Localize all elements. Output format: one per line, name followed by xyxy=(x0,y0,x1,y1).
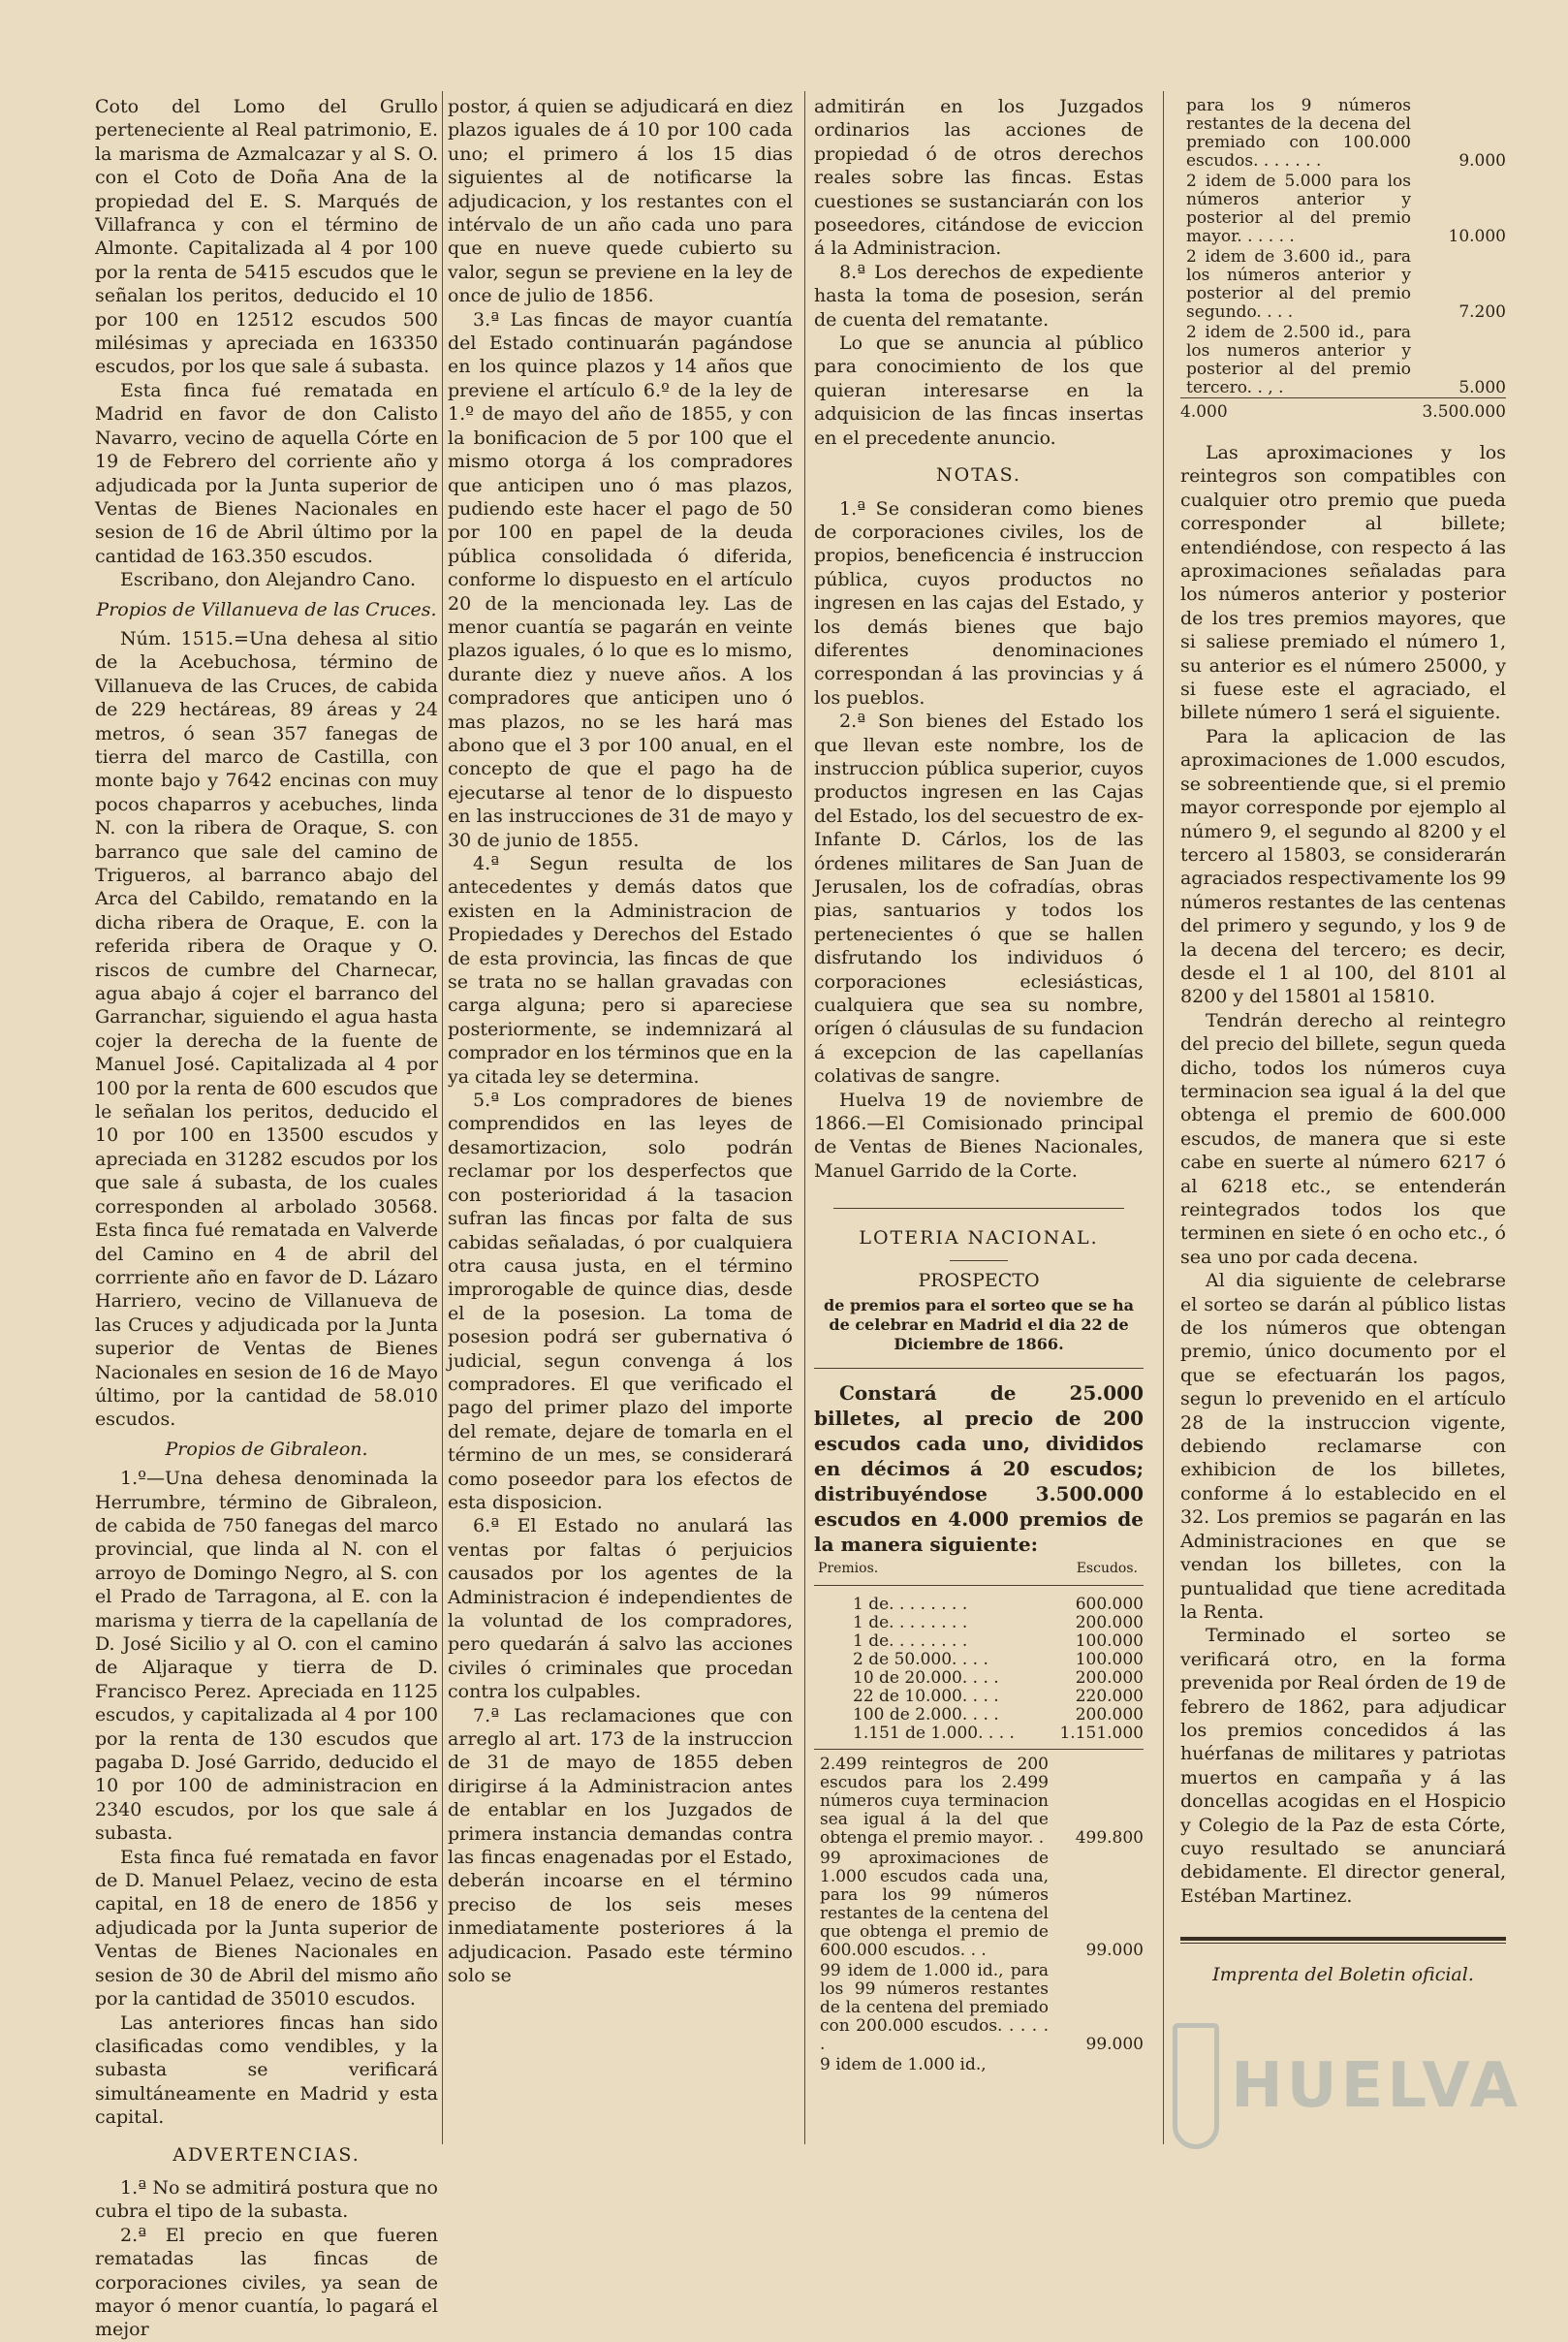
notas-heading: NOTAS. xyxy=(936,464,1021,487)
prize-row: 1 de. . . . . . . . 600.000 xyxy=(853,1594,1144,1614)
paragraph: Al dia siguiente de celebrarse el sorteo se darán al público listas de los números que obtengan premio, único documento por el que se efectuarán los pagos, segun lo prevenido en el artículo 28 de la instruccion vigente, debiendo reclamarse con exhibicion de los billetes, conforme á lo establecido en el 32. Los premios se pagarán en las Administraciones en que se vendan los billetes, con la puntualidad que tiene acreditada la Renta. xyxy=(1180,1270,1506,1623)
prize-row: 2 idem de 5.000 para los números anterior y posterior al del premio mayor. . . . . . 10.000 xyxy=(1186,172,1506,246)
paragraph: Para la aplicacion de las aproximaciones de 1.000 escudos, se sobreentiende que, si el premio mayor corresponde por ejemplo al número 9, el segundo al 8200 y el tercero al 15803, se considerarán agraciados respectivamente los 99 números restantes de las centenas del primero y segundo, y los 9 de la decena del tercero; es decir, desde el 1 al 100, del 8101 al 8200 y del 15801 al 15810. xyxy=(1180,725,1506,1008)
separator-rule xyxy=(950,1260,1008,1261)
prize-row: 99 idem de 1.000 id., para los 99 números restantes de la centena del premiado con 200.000 escudos. . . . . . 99.000 xyxy=(820,1960,1144,2054)
prize-row: 2 idem de 3.600 id., para los números anterior y posterior al del premio segundo. . . . 7.200 xyxy=(1186,247,1506,322)
loteria-heading: LOTERIA NACIONAL. xyxy=(859,1227,1099,1250)
total-amount: 3.500.000 xyxy=(1422,402,1506,422)
paragraph: Las anteriores fincas han sido clasificadas como vendibles, y la subasta se verificará simultáneamente en Madrid y esta capital. xyxy=(95,2011,438,2129)
watermark-text: HUELVA xyxy=(1231,2050,1521,2122)
shield-icon xyxy=(1173,2023,1219,2149)
paragraph: 2.ª El precio en que fueren rematadas las fincas de corporaciones civiles, ya sean de mayor ó menor cuantía, lo pagará el mejor xyxy=(95,2224,438,2341)
prize-row: 1.151 de 1.000. . . . 1.151.000 xyxy=(853,1723,1144,1743)
prize-row: 9 idem de 1.000 id., xyxy=(820,2054,987,2074)
closing-rule xyxy=(1180,1943,1506,1944)
column-divider xyxy=(804,91,805,2144)
column-divider xyxy=(1163,91,1164,2144)
prize-row: 2 idem de 2.500 id., para los numeros anterior y posterior al del premio tercero. . , . 5.000 xyxy=(1186,323,1506,397)
prospecto-intro: Constará de 25.000 billetes, al precio de 200 escudos cada uno, divididos en décimos á 20 escudos; distribuyéndose 3.500.000 escudos en 4.000 premios de la manera siguiente: xyxy=(814,1381,1144,1557)
prize-row: 2 de 50.000. . . . 100.000 xyxy=(853,1649,1144,1669)
column-4 xyxy=(1180,95,1506,2140)
paragraph: Esta finca fué rematada en favor de D. Manuel Pelaez, vecino de esta capital, en 18 de enero de 1856 y adjudicada por la Junta superior de Ventas de Bienes Nacionales en sesion de 30 de Abril del mismo año por la cantidad de 35010 escudos. xyxy=(95,1846,438,2010)
paragraph: Terminado el sorteo se verificará otro, en la forma prevenida por Real órden de 19 de febrero de 1862, para adjudicar los premios concedidos á las huérfanas de militares y patriotas muertos en campaña y á las doncellas acogidas en el Hospicio y Colegio de la Paz de esta Córte, cuyo resultado se anunciará debidamente. El director general, Estéban Martinez. xyxy=(1180,1625,1506,1907)
prize-row: 1 de. . . . . . . . 200.000 xyxy=(853,1612,1144,1632)
paragraph: 6.ª El Estado no anulará las ventas por faltas ó perjuicios causados por los agentes de la Administracion é independientes de la voluntad de los compradores, pero quedarán á salvo las acciones civiles ó criminales que procedan contra los culpables. xyxy=(448,1515,793,1703)
paragraph: 5.ª Los compradores de bienes comprendidos en las leyes de desamortizacion, solo podrán reclamar por los desperfectos que con posterioridad á la tasacion sufran las fincas por falta de sus cabidas señaladas, ó por cualquiera otra causa justa, en el término improrogable de quince dias, desde el de la posesion. La toma de posesion podrá ser gubernativa ó judicial, segun convenga á los compradores. El que verificado el pago del primer plazo del importe del remate, dejare de tomarla en el término de un mes, se considerará como poseedor para los efectos de esta disposicion. xyxy=(448,1090,793,1513)
prize-table-header xyxy=(814,1557,1144,1585)
total-count: 4.000 xyxy=(1180,402,1228,422)
paragraph: 4.ª Segun resulta de los antecedentes y demás datos que existen en la Administracion de Propiedades y Derechos del Estado de esta provincia, las fincas de que se trata no se hallan gravadas con carga alguna; pero si apareciese posteriormente, se indemnizará al comprador en los términos que en la ya citada ley se determina. xyxy=(448,853,793,1088)
paragraph: 2.ª Son bienes del Estado los que llevan este nombre, los de instruccion pública superior, cuyos productos ingresen en las Cajas del Estado, los del secuestro de ex-Infante D. Cárlos, los de las órdenes militares de San Juan de Jerusalen, los de cofradías, obras pias, santuarios y todos los pertenecientes ó que se hallen disfrutando los individuos ó corporaciones eclesiásticas, cualquiera que sea su nombre, orígen ó cláusulas de su fundacion á excepcion de las capellanías colativas de sangre. xyxy=(814,711,1144,1088)
column-2 xyxy=(448,95,793,2140)
separator-rule xyxy=(833,1208,1124,1209)
separator-rule xyxy=(814,1368,1144,1369)
escudos-column-header: Escudos. xyxy=(1076,1561,1138,1577)
imprint-line: Imprenta del Boletin oficial. xyxy=(1212,1964,1474,1986)
advertencias-heading: ADVERTENCIAS. xyxy=(172,2143,361,2166)
paragraph: 1.ª No se admitirá postura que no cubra el tipo de la subasta. xyxy=(95,2176,438,2223)
paragraph: 7.ª Las reclamaciones que con arreglo al art. 173 de la instruccion de 31 de mayo de 1855 deben dirigirse á la Administracion antes de entablar en los Juzgados de primera instancia demandas contra las fincas enagenadas por el Estado, deberán incoarse en el término preciso de los seis meses inmediatamente posteriores á la adjudicacion. Pasado este término solo se xyxy=(448,1704,793,1987)
section-heading: Propios de Gibraleon. xyxy=(165,1438,368,1460)
paragraph: 8.ª Los derechos de expediente hasta la toma de posesion, serán de cuenta del rematante. xyxy=(814,261,1144,331)
prize-totals xyxy=(1180,397,1506,422)
prospecto-heading: PROSPECTO xyxy=(918,1269,1040,1291)
prize-row: 99 aproximaciones de 1.000 escudos cada una, para los 99 números restantes de la centena del que obtenga el premio de 600.000 escudos. . . 99.000 xyxy=(820,1848,1144,1960)
premios-column-header: Premios. xyxy=(818,1561,879,1577)
paragraph: 1.º—Una dehesa denominada la Herrumbre, término de Gibraleon, de cabida de 750 fanegas del marco provincial, que linda al N. con el arroyo de Domingo Negro, al S. con el Prado de Tarragona, al E. con la marisma y tierra de la capellanía de D. José Sicilio y al O. con el camino de Aljaraque y tierra de D. Francisco Perez. Apreciada en 1125 escudos, y capitalizada al 4 por 100 por la renta de 130 escudos que pagaba D. José Garrido, deducido el 10 por 100 de administracion en 2340 escudos, por los que sale á subasta. xyxy=(95,1468,438,1845)
paragraph: Coto del Lomo del Grullo perteneciente al Real patrimonio, E. la marisma de Azmalcazar y al S. O. con el Coto de Doña Ana de la propiedad del E. S. Marqués de Villafranca y con el término de Almonte. Capitalizada al 4 por 100 por la renta de 5415 escudos que le señalan los peritos, deducido el 10 por 100 en 12512 escudos 500 milésimas y apreciada en 163350 escudos, por los que sale á subasta. xyxy=(95,96,438,378)
prize-row: 2.499 reintegros de 200 escudos para los 2.499 números cuya terminacion sea igual á la del que obtenga el premio mayor. . 499.800 xyxy=(820,1754,1144,1848)
paragraph: Escribano, don Alejandro Cano. xyxy=(120,569,417,591)
column-1 xyxy=(95,95,438,2341)
prospecto-subtitle: de premios para el sorteo que se ha de celebrar en Madrid el dia 22 de Diciembre de 1866. xyxy=(824,1296,1134,1354)
column-3 xyxy=(814,95,1144,2140)
paragraph: Huelva 19 de noviembre de 1866.—El Comisionado principal de Ventas de Bienes Nacionales, Manuel Garrido de la Corte. xyxy=(814,1089,1144,1182)
archive-watermark xyxy=(1173,1999,1521,2173)
section-heading: Propios de Villanueva de las Cruces. xyxy=(96,598,437,620)
paragraph: Lo que se anuncia al público para conocimiento de los que quieran interesarse en la adquisicion de las fincas insertas en el precedente anuncio. xyxy=(814,332,1144,449)
paragraph: Las aproximaciones y los reintegros son compatibles con cualquier otro premio que pueda corresponder al billete; entendiéndose, con respecto á las aproximaciones señaladas para los números anterior y posterior de los tres premios mayores, que si saliese premiado el número 1, su anterior es el número 25000, y si fuese este el agraciado, el billete número 1 será el siguiente. xyxy=(1180,442,1506,724)
closing-rule xyxy=(1180,1937,1506,1941)
prize-row: para los 9 números restantes de la decena del premiado con 100.000 escudos. . . . . . . 9.000 xyxy=(1186,96,1506,171)
column-divider xyxy=(442,91,443,2144)
paragraph: 1.ª Se consideran como bienes de corporaciones civiles, los de propios, beneficencia é instruccion pública, cuyos productos no ingresen en las cajas del Estado, y los demás bienes que bajo diferentes denominaciones correspondan á las provincias y á los pueblos. xyxy=(814,497,1144,709)
prize-row: 10 de 20.000. . . . 200.000 xyxy=(853,1667,1144,1688)
table-rule xyxy=(814,1749,1144,1750)
paragraph: Tendrán derecho al reintegro del precio del billete, segun queda dicho, todos los números cuya terminacion sea igual á la del que obtenga el premio de 600.000 escudos, de manera que si este cabe en suerte al número 6217 ó al 6218 etc., se entenderán reintegrados todos los que terminen en siete ó en ocho etc., ó sea uno por cada decena. xyxy=(1180,1009,1506,1268)
prize-row: 22 de 10.000. . . . 220.000 xyxy=(853,1686,1144,1706)
prize-row: 1 de. . . . . . . . 100.000 xyxy=(853,1630,1144,1651)
paragraph: Núm. 1515.=Una dehesa al sitio de la Acebuchosa, término de Villanueva de las Cruces, de cabida de 229 hectáreas, 89 áreas y 24 metros, ó sean 357 fanegas de tierra del marco de Castilla, con monte bajo y 7642 encinas con muy pocos chaparros y acebuches, linda N. con la ribera de Oraque, S. con barranco que sale del camino de Trigueros, al barranco abajo del Arca del Cabildo, rematando en la dicha ribera de Oraque, E. con la referida ribera de Oraque y O. riscos de cumbre del Charnecar, agua abajo á cojer el barranco del Garranchar, siguiendo el agua hasta cojer la derecha de la fuente de Manuel José. Capitalizada al 4 por 100 por la renta de 600 escudos que le señalan los peritos, deducido el 10 por 100 en 13500 escudos y apreciada en 31282 escudos por los que sale á subasta, de los cuales corresponden al arbolado 30568. Esta finca fué rematada en Valverde del Camino en 4 de abril del corrriente año en favor de D. Lázaro Harriero, vecino de Villanueva de las Cruces y adjudicada por la Junta superior de Ventas de Bienes Nacionales en sesion de 16 de Mayo último, por la cantidad de 58.010 escudos. xyxy=(95,627,438,1431)
paragraph: admitirán en los Juzgados ordinarios las acciones de propiedad ó de otros derechos reales sobre las fincas. Estas cuestiones se sustanciarán con los poseedores, citándose de eviccion á la Administracion. xyxy=(814,96,1144,260)
paragraph: Esta finca fué rematada en Madrid en favor de don Calisto Navarro, vecino de aquella Córte en 19 de Febrero del corriente año y adjudicada por la Junta superior de Ventas de Bienes Nacionales en sesion de 16 de Abril último por la cantidad de 163.350 escudos. xyxy=(95,379,438,567)
paragraph: postor, á quien se adjudicará en diez plazos iguales de á 10 por 100 cada uno; el primero á los 15 dias siguientes al de notificarse la adjudicacion, y los restantes con el intérvalo de un año cada uno para que en nueve quede cubierto su valor, segun se previene en la ley de once de julio de 1856. xyxy=(448,96,793,307)
paragraph: 3.ª Las fincas de mayor cuantía del Estado continuarán pagándose en los quince plazos y 14 años que previene el artículo 6.º de la ley de 1.º de mayo del año de 1855, y con la bonificacion de 5 por 100 que el mismo otorga á los compradores que anticipen uno ó mas plazos, pudiendo este hacer el pago de 50 por 100 en papel de la deuda pública consolidada ó diferida, conforme lo dispuesto en el artículo 20 de la mencionada ley. Las de menor cuantía se pagarán en veinte plazos iguales, ó lo que es lo mismo, durante diez y nueve años. A los compradores que anticipen uno ó mas plazos, no se les hará mas abono que el 3 por 100 anual, en el concepto de que el pago ha de ejecutarse al tenor de lo dispuesto en las instrucciones de 31 de mayo y 30 de junio de 1855. xyxy=(448,308,793,851)
prize-row: 100 de 2.000. . . . 200.000 xyxy=(853,1704,1144,1725)
